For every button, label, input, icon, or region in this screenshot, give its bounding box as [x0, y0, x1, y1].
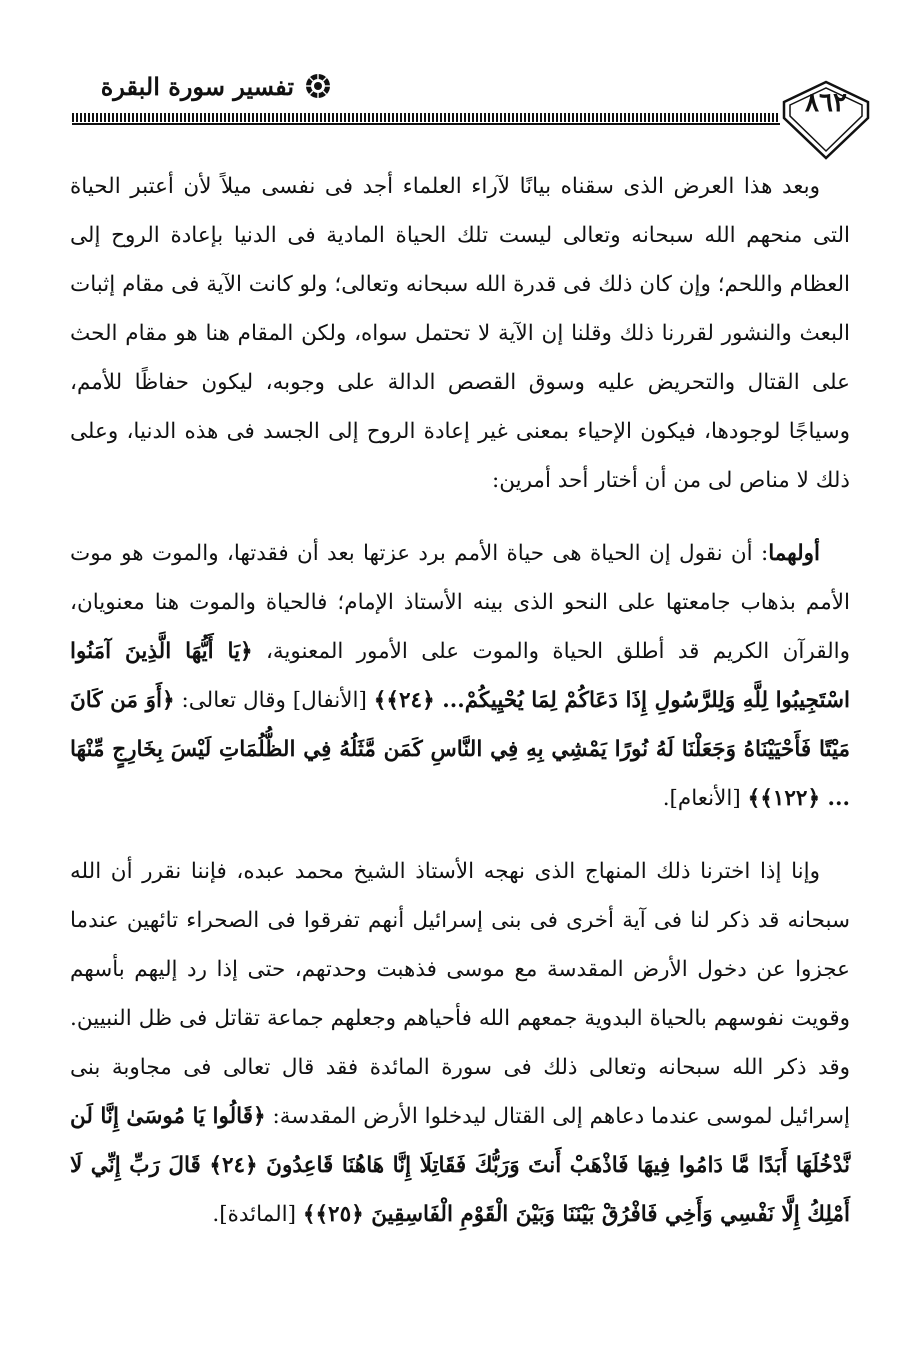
- paragraph-3: [70, 847, 850, 1239]
- header-rule: [72, 113, 780, 122]
- running-title: [72, 66, 332, 106]
- paragraph-text: [المائدة].: [212, 1202, 303, 1227]
- quran-verse: ﴿قَالُوا يَا مُوسَىٰ إِنَّا لَن نَّدْخُلَهَا أَبَدًا مَّا دَامُوا فِيهَا فَاذْهَبْ أَنتَ وَرَبُّكَ فَقَاتِلَا إِنَّا هَاهُنَا قَاعِدُونَ ﴿٢٤﴾ قَالَ رَبِّ إِنِّي لَا أَمْلِكُ إِلَّا نَفْسِي وَأَخِي فَافْرُقْ بَيْنَنَا وَبَيْنَ الْقَوْمِ الْفَاسِقِينَ ﴿٢٥﴾﴾: [70, 1104, 851, 1227]
- page-number: ٨٦٢: [805, 88, 847, 118]
- paragraph-text: وبعد هذا العرض الذى سقناه بيانًا لآراء العلماء أجد فى نفسى ميلاً لأن أعتبر الحياة التى منحهم الله سبحانه وتعالى ليست تلك الحياة المادية فى الدنيا بإعادة الروح إلى العظام واللحم؛ وإن كان ذلك فى قدرة الله سبحانه وتعالى؛ ولو كانت الآية فى مقام إثبات البعث والنشور لقررنا ذلك وقلنا إن الآية لا تحتمل سواه، ولكن المقام هنا هو مقام الحث على القتال والتحريض عليه وسوق القصص الدالة على وجوبه، ليكون حفاظًا للأمم، وسياجًا لوجودها، فيكون الإحياء بمعنى غير إعادة الروح إلى الجسد فى هذه الدنيا، وعلى ذلك لا مناص لى من أن أختار أحد أمرين:: [70, 174, 850, 493]
- quran-verse: ﴿يَا أَيُّهَا الَّذِينَ آمَنُوا اسْتَجِيبُوا لِلَّهِ وَلِلرَّسُولِ إِذَا دَعَاكُمْ لِمَا يُحْيِيكُمْ... ﴿٢٤﴾﴾: [70, 639, 850, 713]
- paragraph-text: وإنا إذا اخترنا ذلك المنهاج الذى نهجه الأستاذ الشيخ محمد عبده، فإننا نقرر أن الله سبحانه قد ذكر لنا فى آية أخرى فى بنى إسرائيل أنهم تفرقوا فى الصحراء تائهين عندما عجزوا عن دخول الأرض المقدسة مع موسى فذهبت وحدتهم، حتى إذا رد إليهم بأسهم وقويت نفوسهم بالحياة البدوية جمعهم الله فأحياهم وجعلهم جماعة تقاتل فى ظل النبيين. وقد ذكر الله سبحانه وتعالى ذلك فى سورة المائدة فقد قال تعالى فى مجاوبة بنى إسرائيل لموسى عندما دعاهم إلى القتال ليدخلوا الأرض المقدسة:: [70, 859, 850, 1129]
- paragraph-text: [الأنفال] وقال تعالى:: [174, 688, 374, 713]
- lead-word: أولهما: [768, 541, 820, 566]
- rosette-icon: [304, 72, 332, 100]
- paragraph-2: [70, 529, 850, 823]
- quran-verse: ﴿أَوَ مَن كَانَ مَيْتًا فَأَحْيَيْنَاهُ وَجَعَلْنَا لَهُ نُورًا يَمْشِي بِهِ فِي النَّاسِ كَمَن مَّثَلُهُ فِي الظُّلُمَاتِ لَيْسَ بِخَارِجٍ مِّنْهَا ... ﴿١٢٢﴾﴾: [70, 688, 850, 811]
- running-title-text: تفسير سورة البقرة: [100, 71, 294, 101]
- page-header: [0, 0, 920, 160]
- paragraph-text: : أن نقول إن الحياة هى حياة الأمم برد عزتها بعد أن فقدتها، والموت هو موت الأمم بذهاب جامعتها على النحو الذى بينه الأستاذ الإمام؛ فالحياة والموت هنا معنويان، والقرآن الكريم قد أطلق الحياة والموت على الأمور المعنوية،: [70, 541, 850, 664]
- paragraph-1: [70, 162, 850, 505]
- page-body: [70, 162, 850, 1263]
- header-rule-line: [72, 123, 780, 125]
- paragraph-text: [الأنعام].: [662, 786, 748, 811]
